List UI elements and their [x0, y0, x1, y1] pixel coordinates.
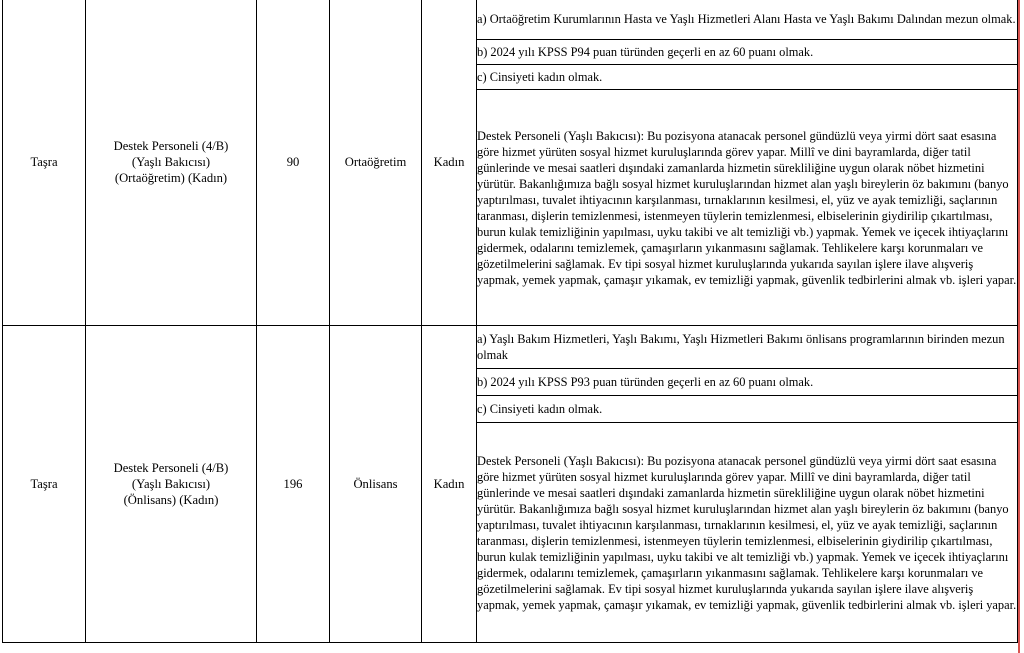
- job-description-text: Destek Personeli (Yaşlı Bakıcısı): Bu pozisyona atanacak personel gündüzlü veya yirmi dört saat esasına göre hizmet yürüten sosyal hizmet kuruluşlarında görev yapar. Millî ve dini bayramlarda, diğer tatil günlerinde ve mesai saatleri dışındaki zamanlarda hizmetin sürekliliğine uygun olarak nöbet hizmetini yürütür. Bakanlığımıza bağlı sosyal hizmet kuruluşlarından hizmet alan yaşlı bireylerin öz bakımını (banyo yaptırılması, tuvalet ihtiyacının karşılanması, tırnaklarının kesilmesi, el, yüz ve ayak temizliği, saçlarının taranması, dişlerin temizlenmesi, istenmeyen tüylerin temizlenmesi, elbiselerinin giydirilip çıkartılması, burun kulak temizliğinin yapılması, uyku takibi ve alt temizliği vb.) yapmak. Yemek ve içecek ihtiyaçlarını gidermek, odalarını temizlemek, çamaşırların yıkanmasını sağlamak. Tehlikelere karşı korunmaları ve gözetilmelerini sağlamak. Ev tipi sosyal hizmet kuruluşlarında yukarıda sayılan işlere ilave alışveriş yapmak, yemek yapmak, çamaşır yıkamak, ev temizliği yapmak, güvenlik tedbirlerini almak vb. işleri yapar.: [477, 90, 1018, 326]
- quota-cell: 196: [257, 326, 330, 643]
- position-title-cell: [86, 0, 257, 326]
- position-title-line: Destek Personeli (4/B): [113, 139, 229, 153]
- education-cell: Önlisans: [330, 326, 422, 643]
- positions-table: [2, 0, 1018, 643]
- requirement-text: b) 2024 yılı KPSS P93 puan türünden geçerli en az 60 puanı olmak.: [477, 369, 1018, 396]
- gender-cell: Kadın: [422, 0, 477, 326]
- position-2-req-a-row: [3, 326, 1018, 369]
- requirement-text: a) Yaşlı Bakım Hizmetleri, Yaşlı Bakımı, Yaşlı Hizmetleri Bakımı önlisans programlarının birinden mezun olmak: [477, 326, 1018, 369]
- requirement-text: c) Cinsiyeti kadın olmak.: [477, 65, 1018, 90]
- position-title-line: (Yaşlı Bakıcısı): [131, 155, 211, 169]
- page-edge-marker: [1018, 0, 1020, 653]
- unit-cell: Taşra: [3, 0, 86, 326]
- position-title-line: (Ortaöğretim) (Kadın): [114, 171, 228, 185]
- position-title-cell: [86, 326, 257, 643]
- unit-cell: Taşra: [3, 326, 86, 643]
- position-title-line: Destek Personeli (4/B): [113, 461, 229, 475]
- position-title-line: (Önlisans) (Kadın): [123, 493, 219, 507]
- requirement-text: b) 2024 yılı KPSS P94 puan türünden geçerli en az 60 puanı olmak.: [477, 40, 1018, 65]
- education-cell: Ortaöğretim: [330, 0, 422, 326]
- requirement-text: a) Ortaöğretim Kurumlarının Hasta ve Yaşlı Hizmetleri Alanı Hasta ve Yaşlı Bakımı Dalından mezun olmak.: [477, 0, 1018, 40]
- job-description-text: Destek Personeli (Yaşlı Bakıcısı): Bu pozisyona atanacak personel gündüzlü veya yirmi dört saat esasına göre hizmet yürüten sosyal hizmet kuruluşlarında görev yapar. Millî ve dini bayramlarda, diğer tatil günlerinde ve mesai saatleri dışındaki zamanlarda hizmetin sürekliliğine uygun olarak nöbet hizmetini yürütür. Bakanlığımıza bağlı sosyal hizmet kuruluşlarından hizmet alan yaşlı bireylerin öz bakımını (banyo yaptırılması, tuvalet ihtiyacının karşılanması, tırnaklarının kesilmesi, el, yüz ve ayak temizliği, saçlarının taranması, dişlerin temizlenmesi, istenmeyen tüylerin temizlenmesi, elbiselerinin giydirilip çıkartılması, burun kulak temizliğinin yapılması, uyku takibi ve alt temizliği vb.) yapmak. Yemek ve içecek ihtiyaçlarını gidermek, odalarını temizlemek, çamaşırların yıkanmasını sağlamak. Tehlikelere karşı korunmaları ve gözetilmelerini sağlamak. Ev tipi sosyal hizmet kuruluşlarında yukarıda sayılan işlere ilave alışveriş yapmak, yemek yapmak, çamaşır yıkamak, ev temizliği yapmak, güvenlik tedbirlerini almak vb. işleri yapar.: [477, 423, 1018, 643]
- gender-cell: Kadın: [422, 326, 477, 643]
- position-title-line: (Yaşlı Bakıcısı): [131, 477, 211, 491]
- requirement-text: c) Cinsiyeti kadın olmak.: [477, 396, 1018, 423]
- quota-cell: 90: [257, 0, 330, 326]
- position-1-req-a-row: [3, 0, 1018, 40]
